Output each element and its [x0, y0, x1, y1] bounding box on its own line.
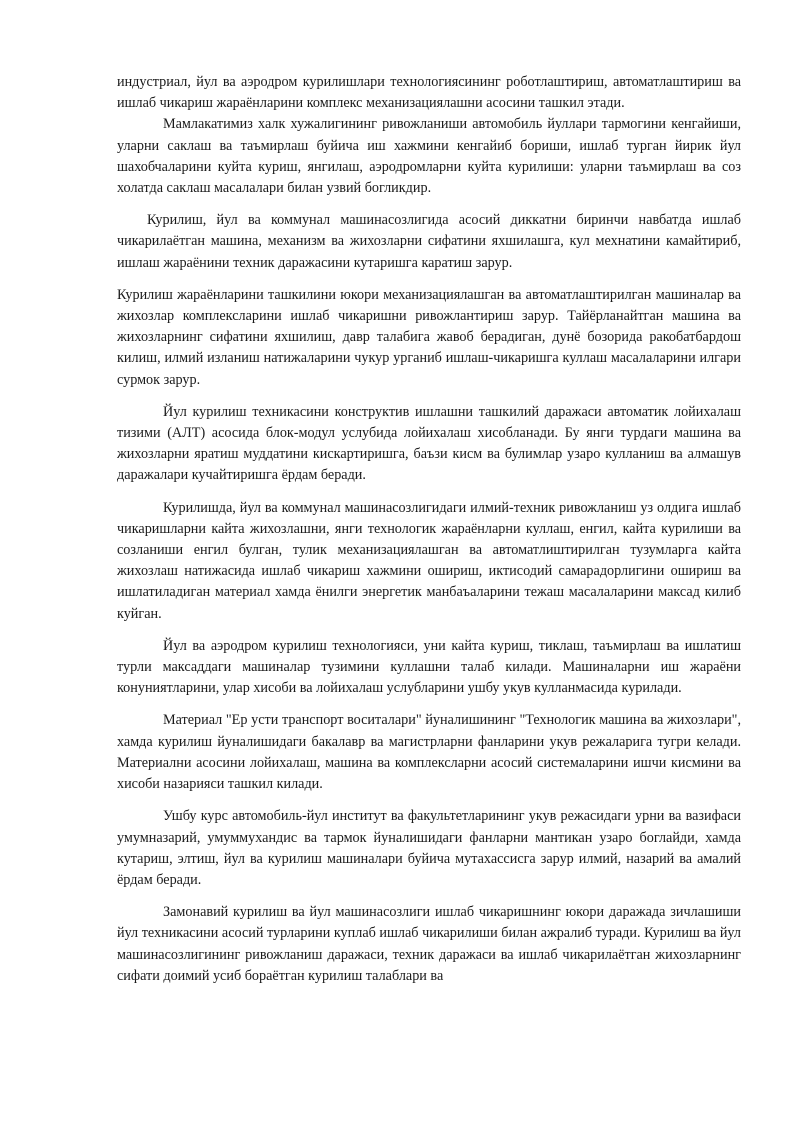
- paragraph-3: Курилиш, йул ва коммунал машинасозлигида асосий диккатни биринчи навбатда ишлаб чикарилаётган машина, механизм ва жихозларни сифатини яхшилашга, кул мехнатини камайтириб, ишлаш жараёнини техник даражасини кутаришга каратиш зарур.: [117, 212, 741, 271]
- paragraph-9: Ушбу курс автомобиль-йул институт ва факультетларининг укув режасидаги урни ва вазифаси умумназарий, умуммухандис ва тармок йуналишидаги фанларни мантикан узаро боглайди, хамда кутариш, элтиш, йул ва курилиш машиналари буйича мутахассисга зарур илмий, назарий ва амалий ёрдам беради.: [117, 808, 741, 888]
- paragraph-1: индустриал, йул ва аэродром курилишлари технологиясининг роботлаштириш, автоматлаштириш ва ишлаб чикариш жараёнларини комплекс механизациялашни асосини ташкил этади.: [117, 74, 741, 112]
- paragraph-10: Замонавий курилиш ва йул машинасозлиги ишлаб чикаришнинг юкори даражада зичлашиши йул техникасини асосий турларини куплаб ишлаб чикарилиши билан ажралиб туради. Курилиш ва йул машинасозлигининг ривожланиш даражаси, техник даражаси ва ишлаб чикарилаётган жихозларнинг сифати доимий усиб бораётган курилиш талаблари ва: [117, 904, 741, 984]
- paragraph-7: Йул ва аэродром курилиш технологияси, уни кайта куриш, тиклаш, таъмирлаш ва ишлатиш турли максаддаги машиналар тузимини куллашни талаб килади. Машиналарни иш жараёни конуниятларини, улар хисоби ва лойихалаш услубларини ушбу укув кулланмасида курилади.: [117, 637, 741, 697]
- paragraph-4: Курилиш жараёнларини ташкилини юкори механизациялашган ва автоматлаштирилган машиналар ва жихозлар комплексларини ишлаб чикаришни ривожлантириш зарур. Тайёрланайтган машина ва жихозларнинг сифатини яхшилиш, давр талабига жавоб берадиган, дунё бозорида ракобатбардош килиш, илмий изланиш натижаларини чукур урганиб ишлаш-чикаришга куллаш масалаларини илгари сурмок зарур.: [117, 286, 741, 388]
- paragraph-6: Курилишда, йул ва коммунал машинасозлигидаги илмий-техник ривожланиш уз олдига ишлаб чикаришларни кайта жихозлашни, янги технологик жараёнларни куллаш, енгил, кайта курилиши ва созланиши енгил булган, тулик механизациялашган ва автоматлиштирилган тузумларга кайта жихозлаш натижасида ишлаб чикариш хажмини ошириш, иктисодий самарадорлигини ошириш ва ишлатиладиган материал хамда ёнилги энергетик манбаъаларини тежаш масалаларини максад килиб куйган.: [117, 499, 741, 622]
- paragraph-2: Мамлакатимиз халк хужалигининг ривожланиши автомобиль йуллари тармогини кенгайиши, уларни саклаш ва таъмирлаш буйича иш хажмини кенгайиб бориши, ишлаб турган йирик йул шахобчаларини куйта куриш, янгилаш, аэродромларни куйта курилиши: уларни таъмирлаш ва соз холатда саклаш масалалари билан узвий богликдир.: [117, 116, 741, 197]
- paragraph-5: Йул курилиш техникасини конструктив ишлашни ташкилий даражаси автоматик лойихалаш тизими (АЛТ) асосида блок-модул услубида лойихалаш хисобланади. Бу янги турдаги машина ва жихозларни яратиш муддатини кискартиришга, баъзи кисм ва булимлар узаро кулланиш ва алмашув даражалари кучайтиришга ёрдам беради.: [117, 403, 741, 484]
- document-page: [117, 72, 741, 987]
- paragraph-8: Материал "Ер усти транспорт воситалари" йуналишининг "Технологик машина ва жихозлари", хамда курилиш йуналишидаги бакалавр ва магистрларни фанларини укув режаларига тугри келади. Материални асосини лойихалаш, машина ва комплексларни асосий системаларини ишчи кисмини ва хисоби назарияси ташкил килади.: [117, 712, 741, 793]
